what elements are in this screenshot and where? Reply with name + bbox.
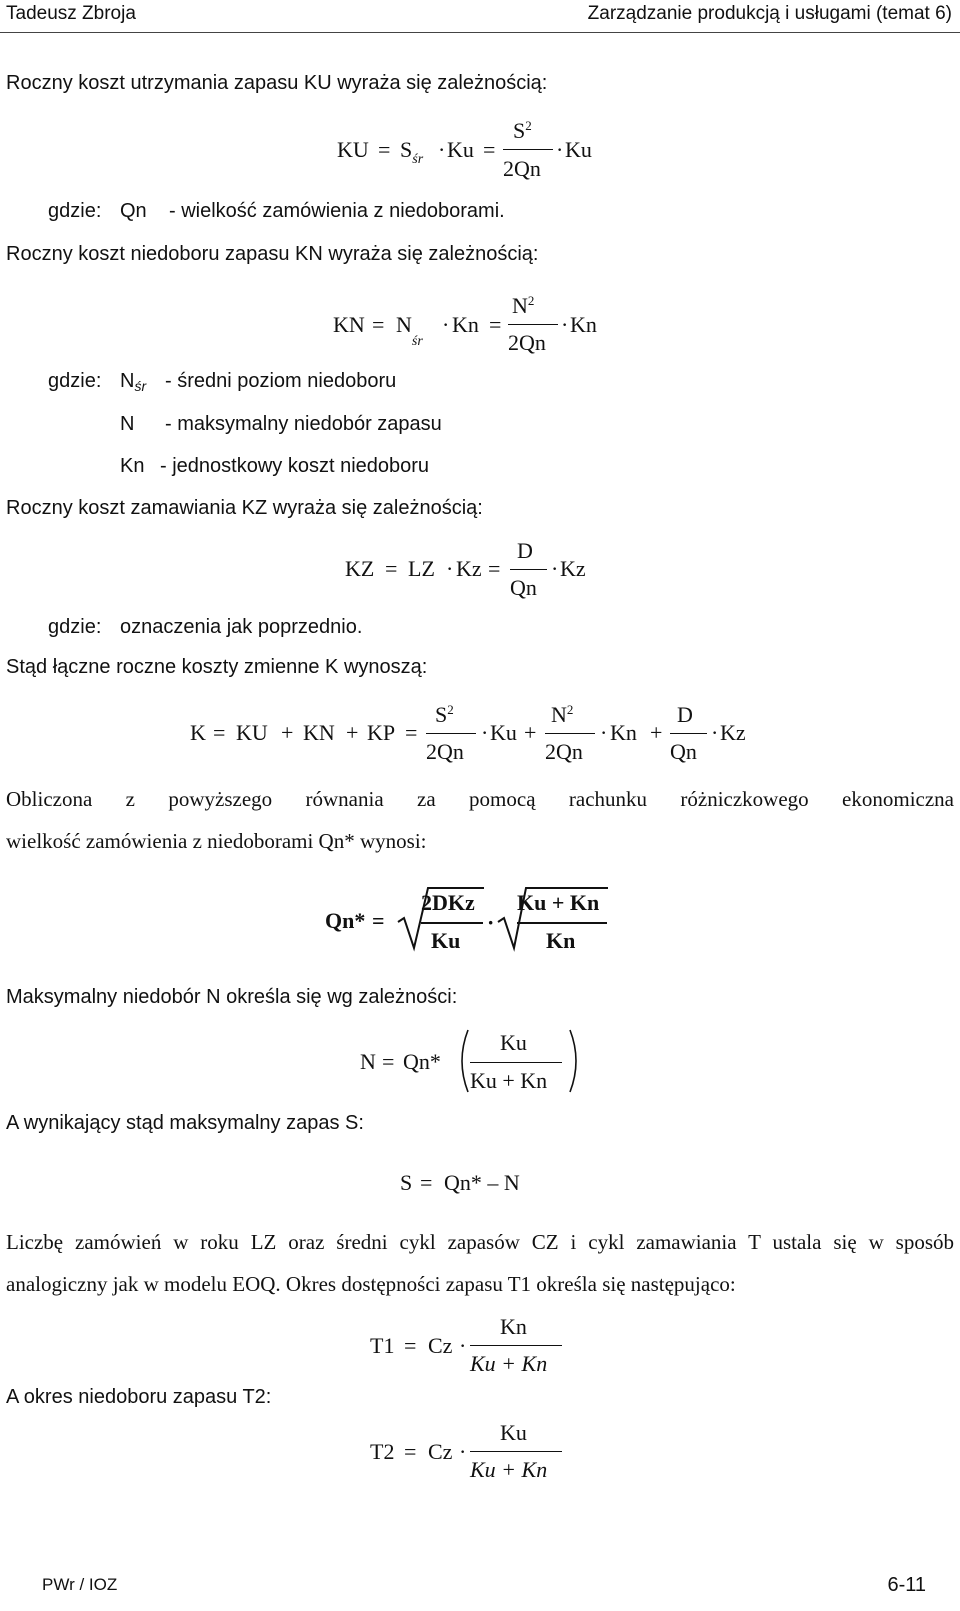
definition-symbol: Qn	[120, 200, 147, 222]
header-author: Tadeusz Zbroja	[6, 3, 136, 24]
paragraph-lz-line2: analogiczny jak w modelu EOQ. Okres dostępności zapasu T1 określa się następująco:	[6, 1272, 736, 1296]
fraction-bar	[426, 733, 476, 734]
paragraph-lz-line1: Liczbę zamówień w roku LZ oraz średni cykl zapasów CZ i cykl zamawiania T ustala się w sposób	[6, 1230, 954, 1254]
paragraph-k-intro: Stąd łączne roczne koszty zmienne K wynoszą:	[6, 656, 428, 678]
paragraph-t2-intro: A okres niedoboru zapasu T2:	[6, 1386, 272, 1408]
paragraph-ku-intro: Roczny koszt utrzymania zapasu KU wyraża się zależnością:	[6, 72, 548, 94]
fraction-bar	[470, 1062, 562, 1063]
page-header	[0, 0, 960, 33]
fraction-bar	[517, 922, 607, 924]
paragraph-s-intro: A wynikający stąd maksymalny zapas S:	[6, 1112, 364, 1134]
paragraph-kn-intro: Roczny koszt niedoboru zapasu KN wyraża się zależnością:	[6, 243, 539, 265]
fraction-bar	[510, 569, 547, 570]
fraction-bar	[470, 1451, 562, 1452]
fraction-bar	[508, 324, 558, 325]
definition-label: gdzie:	[48, 616, 102, 638]
paragraph-qn-line1: Obliczona z powyższego równania za pomocą rachunku różniczkowego ekonomiczna	[6, 787, 954, 811]
footer-left: PWr / IOZ	[42, 1575, 118, 1594]
paragraph-qn-line2: wielkość zamówienia z niedoborami Qn* wynosi:	[6, 829, 427, 853]
definition-text: oznaczenia jak poprzednio.	[120, 616, 363, 638]
fraction-bar	[503, 149, 553, 150]
fraction-bar	[421, 922, 483, 924]
fraction-bar	[670, 733, 707, 734]
paragraph-kz-intro: Roczny koszt zamawiania KZ wyraża się zależnością:	[6, 497, 483, 519]
fraction-bar	[545, 733, 595, 734]
header-title: Zarządzanie produkcją i usługami (temat 6)	[587, 3, 952, 24]
paragraph-n-intro: Maksymalny niedobór N określa się wg zależności:	[6, 986, 458, 1008]
page-number: 6-11	[887, 1574, 926, 1596]
definition-text: - wielkość zamówienia z niedoborami.	[169, 200, 505, 222]
fraction-bar	[470, 1345, 562, 1346]
definition-label: gdzie:	[48, 200, 102, 222]
